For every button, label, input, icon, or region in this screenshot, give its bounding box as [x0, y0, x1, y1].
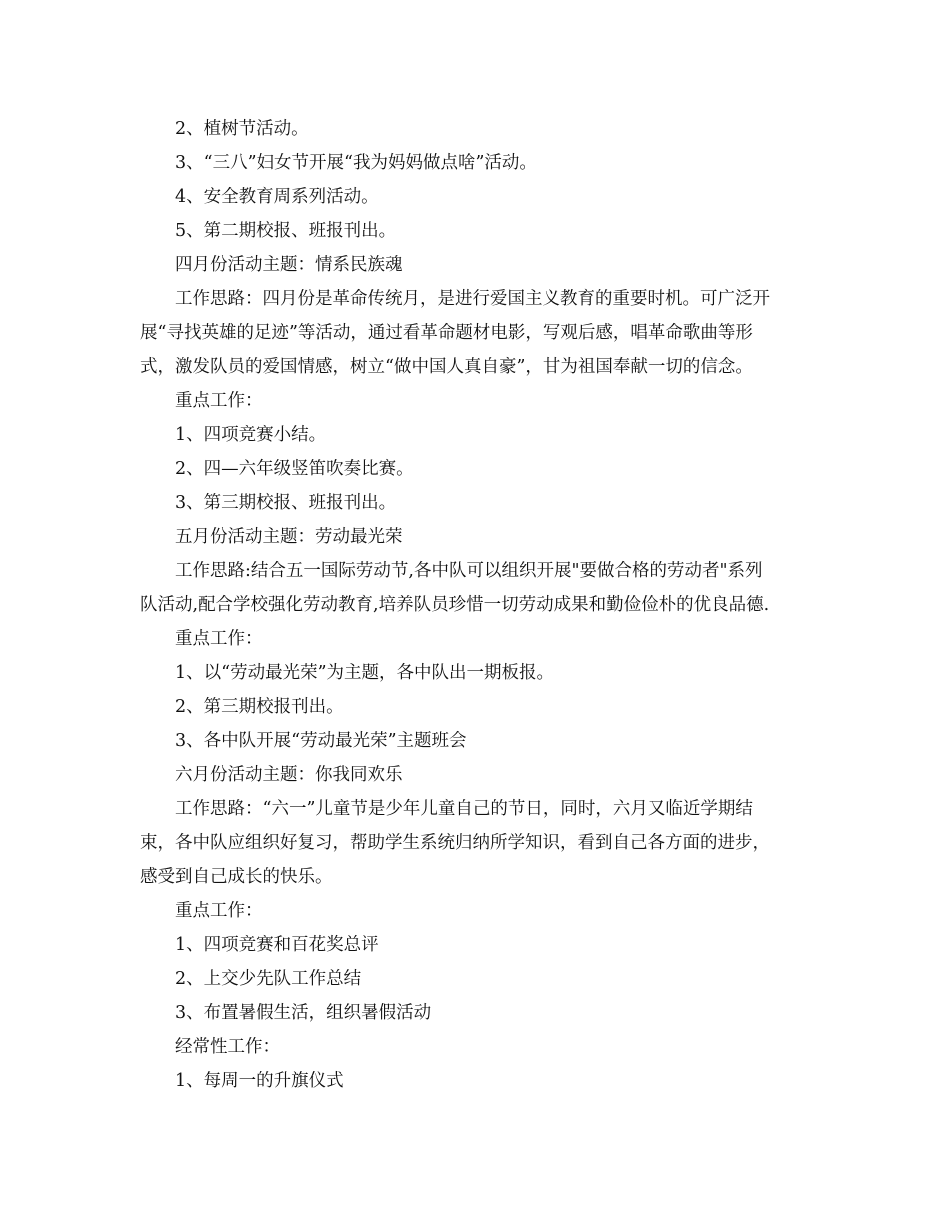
april-thought-line-2: 展“寻找英雄的足迹”等活动，通过看革命题材电影，写观后感，唱革命歌曲等形 [140, 323, 753, 343]
key-work-heading: 重点工作： [175, 391, 263, 411]
key-work-heading: 重点工作： [175, 629, 263, 649]
list-item: 1、每周一的升旗仪式 [175, 1071, 344, 1091]
section-heading-april: 四月份活动主题：情系民族魂 [175, 255, 403, 275]
june-thought-line-1: 工作思路：“六一”儿童节是少年儿童自己的节日，同时，六月又临近学期结 [175, 799, 753, 819]
list-item: 2、第三期校报刊出。 [175, 697, 344, 717]
june-thought-line-3: 感受到自己成长的快乐。 [140, 867, 333, 887]
april-thought-line-3: 式，激发队员的爱国情感，树立“做中国人真自豪”，甘为祖国奉献一切的信念。 [140, 357, 753, 377]
list-item: 3、“三八”妇女节开展“我为妈妈做点啥”活动。 [175, 153, 537, 173]
list-item: 1、四项竞赛和百花奖总评 [175, 935, 379, 955]
list-item: 3、第三期校报、班报刊出。 [175, 493, 397, 513]
section-heading-june: 六月份活动主题：你我同欢乐 [175, 765, 403, 785]
june-thought-line-2: 束，各中队应组织好复习，帮助学生系统归纳所学知识，看到自己各方面的进步， [140, 833, 770, 853]
may-thought-line-1: 工作思路:结合五一国际劳动节,各中队可以组织开展"要做合格的劳动者"系列 [175, 561, 763, 581]
list-item: 2、植树节活动。 [175, 119, 309, 139]
april-thought-line-1: 工作思路：四月份是革命传统月，是进行爱国主义教育的重要时机。可广泛开 [175, 289, 770, 309]
list-item: 2、四—六年级竖笛吹奏比赛。 [175, 459, 414, 479]
list-item: 4、安全教育周系列活动。 [175, 187, 379, 207]
list-item: 3、布置暑假生活，组织暑假活动 [175, 1003, 432, 1023]
list-item: 5、第二期校报、班报刊出。 [175, 221, 397, 241]
list-item: 1、以“劳动最光荣”为主题，各中队出一期板报。 [175, 663, 555, 683]
section-heading-may: 五月份活动主题：劳动最光荣 [175, 527, 403, 547]
document-body [140, 112, 815, 1098]
key-work-heading: 重点工作： [175, 901, 263, 921]
list-item: 2、上交少先队工作总结 [175, 969, 362, 989]
list-item: 3、各中队开展“劳动最光荣”主题班会 [175, 731, 467, 751]
routine-work-heading: 经常性工作： [175, 1037, 280, 1057]
list-item: 1、四项竞赛小结。 [175, 425, 327, 445]
may-thought-line-2: 队活动,配合学校强化劳动教育,培养队员珍惜一切劳动成果和勤俭俭朴的优良品德. [140, 595, 770, 615]
